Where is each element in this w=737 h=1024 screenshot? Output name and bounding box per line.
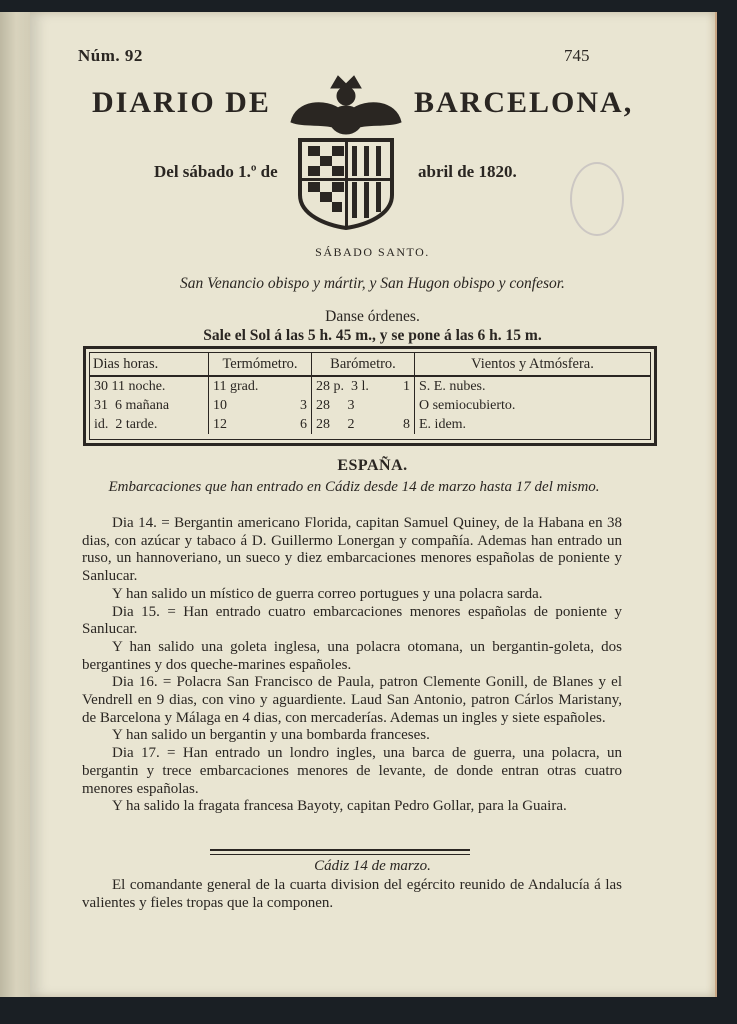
weather-row [90, 396, 650, 415]
saints-of-day: San Venancio obispo y mártir, y San Hugon obispo y confesor. [180, 275, 565, 292]
masthead-left: DIARIO DE [92, 86, 271, 119]
paragraph: Dia 17. = Han entrado un londro ingles, una barca de guerra, una polacra, un bergantin y trece embarcaciones menores de levante, de donde entran otras cuatro menores españolas. [82, 745, 622, 797]
paragraph: Y han salido un místico de guerra correo portugues y una polacra sarda. [112, 585, 543, 602]
paragraph: Y han salido una goleta inglesa, una polacra otomana, un bergantin-goleta, dos bergantines y dos queche-marines españoles. [82, 638, 622, 673]
paragraph: Dia 16. = Polacra San Francisco de Paula, patron Clemente Gonill, de Blanes y el Vendrell en 9 dias, con vino y aguardiente. Laud San Antonio, patron Cárlos Maristany, de Barcelona y Málaga en 4 dias, con mercaderías. Ademas un ingles y siete españoles. [82, 674, 622, 726]
page-number: 745 [564, 46, 590, 65]
weather-table [83, 346, 657, 446]
paragraph: Y han salido un bergantin y una bombarda franceses. [112, 727, 430, 744]
thermometer-cell: 12 6 [209, 415, 312, 434]
wind-cell: O semiocubierto. [419, 397, 516, 413]
paragraph: Dia 14. = Bergantin americano Florida, capitan Samuel Quiney, de la Habana en 38 dias, con azúcar y tabaco á D. Guillermo Lonergan y compañía. Ademas han entrado un ruso, un hannoveriano, un sueco y diez embarcaciones menores españolas de poniente y Sanlucar. [82, 515, 622, 585]
date-left: Del sábado 1.º de [154, 162, 278, 181]
orders-line: Danse órdenes. [325, 308, 420, 325]
date-right: abril de 1820. [418, 162, 517, 181]
section-heading: ESPAÑA. [337, 457, 408, 474]
col-winds: Vientos y Atmósfera. [415, 353, 651, 376]
masthead-right: BARCELONA, [414, 86, 634, 119]
paragraph: El comandante general de la cuarta division del egército reunido de Andalucía á las valientes y fieles tropas que la componen. [82, 877, 622, 911]
thermometer-cell: 10 3 [209, 396, 312, 415]
day-time-cell: 31 6 mañana [90, 396, 209, 415]
col-thermometer: Termómetro. [209, 353, 312, 376]
wind-cell: E. idem. [419, 416, 467, 432]
closing-article [82, 877, 622, 912]
sunrise-sunset: Sale el Sol á las 5 h. 45 m., y se pone á las 6 h. 15 m. [203, 327, 542, 344]
barometer-cell: 28 3 [312, 396, 415, 415]
weather-row [90, 376, 650, 396]
section-divider [210, 849, 470, 855]
day-time-cell: 30 11 noche. [90, 376, 209, 396]
section-subtitle: Embarcaciones que han entrado en Cádiz desde 14 de marzo hasta 17 del mismo. [108, 479, 600, 495]
weather-header-row [90, 353, 650, 376]
wind-cell: S. E. nubes. [419, 378, 486, 394]
col-barometer: Barómetro. [312, 353, 415, 376]
barometer-cell: 28 p. 3 l. 1 [312, 376, 415, 396]
col-days-hours: Dias horas. [90, 353, 209, 376]
day-time-cell: id. 2 tarde. [90, 415, 209, 434]
day-title: SÁBADO SANTO. [315, 245, 430, 259]
article-body [82, 515, 622, 816]
library-stamp-mark [570, 162, 624, 236]
barometer-cell: 28 2 8 [312, 415, 415, 434]
issue-number: Núm. 92 [78, 46, 143, 65]
weather-row [90, 415, 650, 434]
dateline: Cádiz 14 de marzo. [314, 858, 431, 874]
paragraph: Y ha salido la fragata francesa Bayoty, capitan Pedro Gollar, para la Guaira. [112, 798, 567, 815]
paragraph: Dia 15. = Han entrado cuatro embarcaciones menores españolas de poniente y Sanlucar. [82, 603, 622, 638]
coat-of-arms-icon [286, 70, 406, 230]
thermometer-cell: 11 grad. [209, 376, 312, 396]
newspaper-page [30, 12, 717, 997]
